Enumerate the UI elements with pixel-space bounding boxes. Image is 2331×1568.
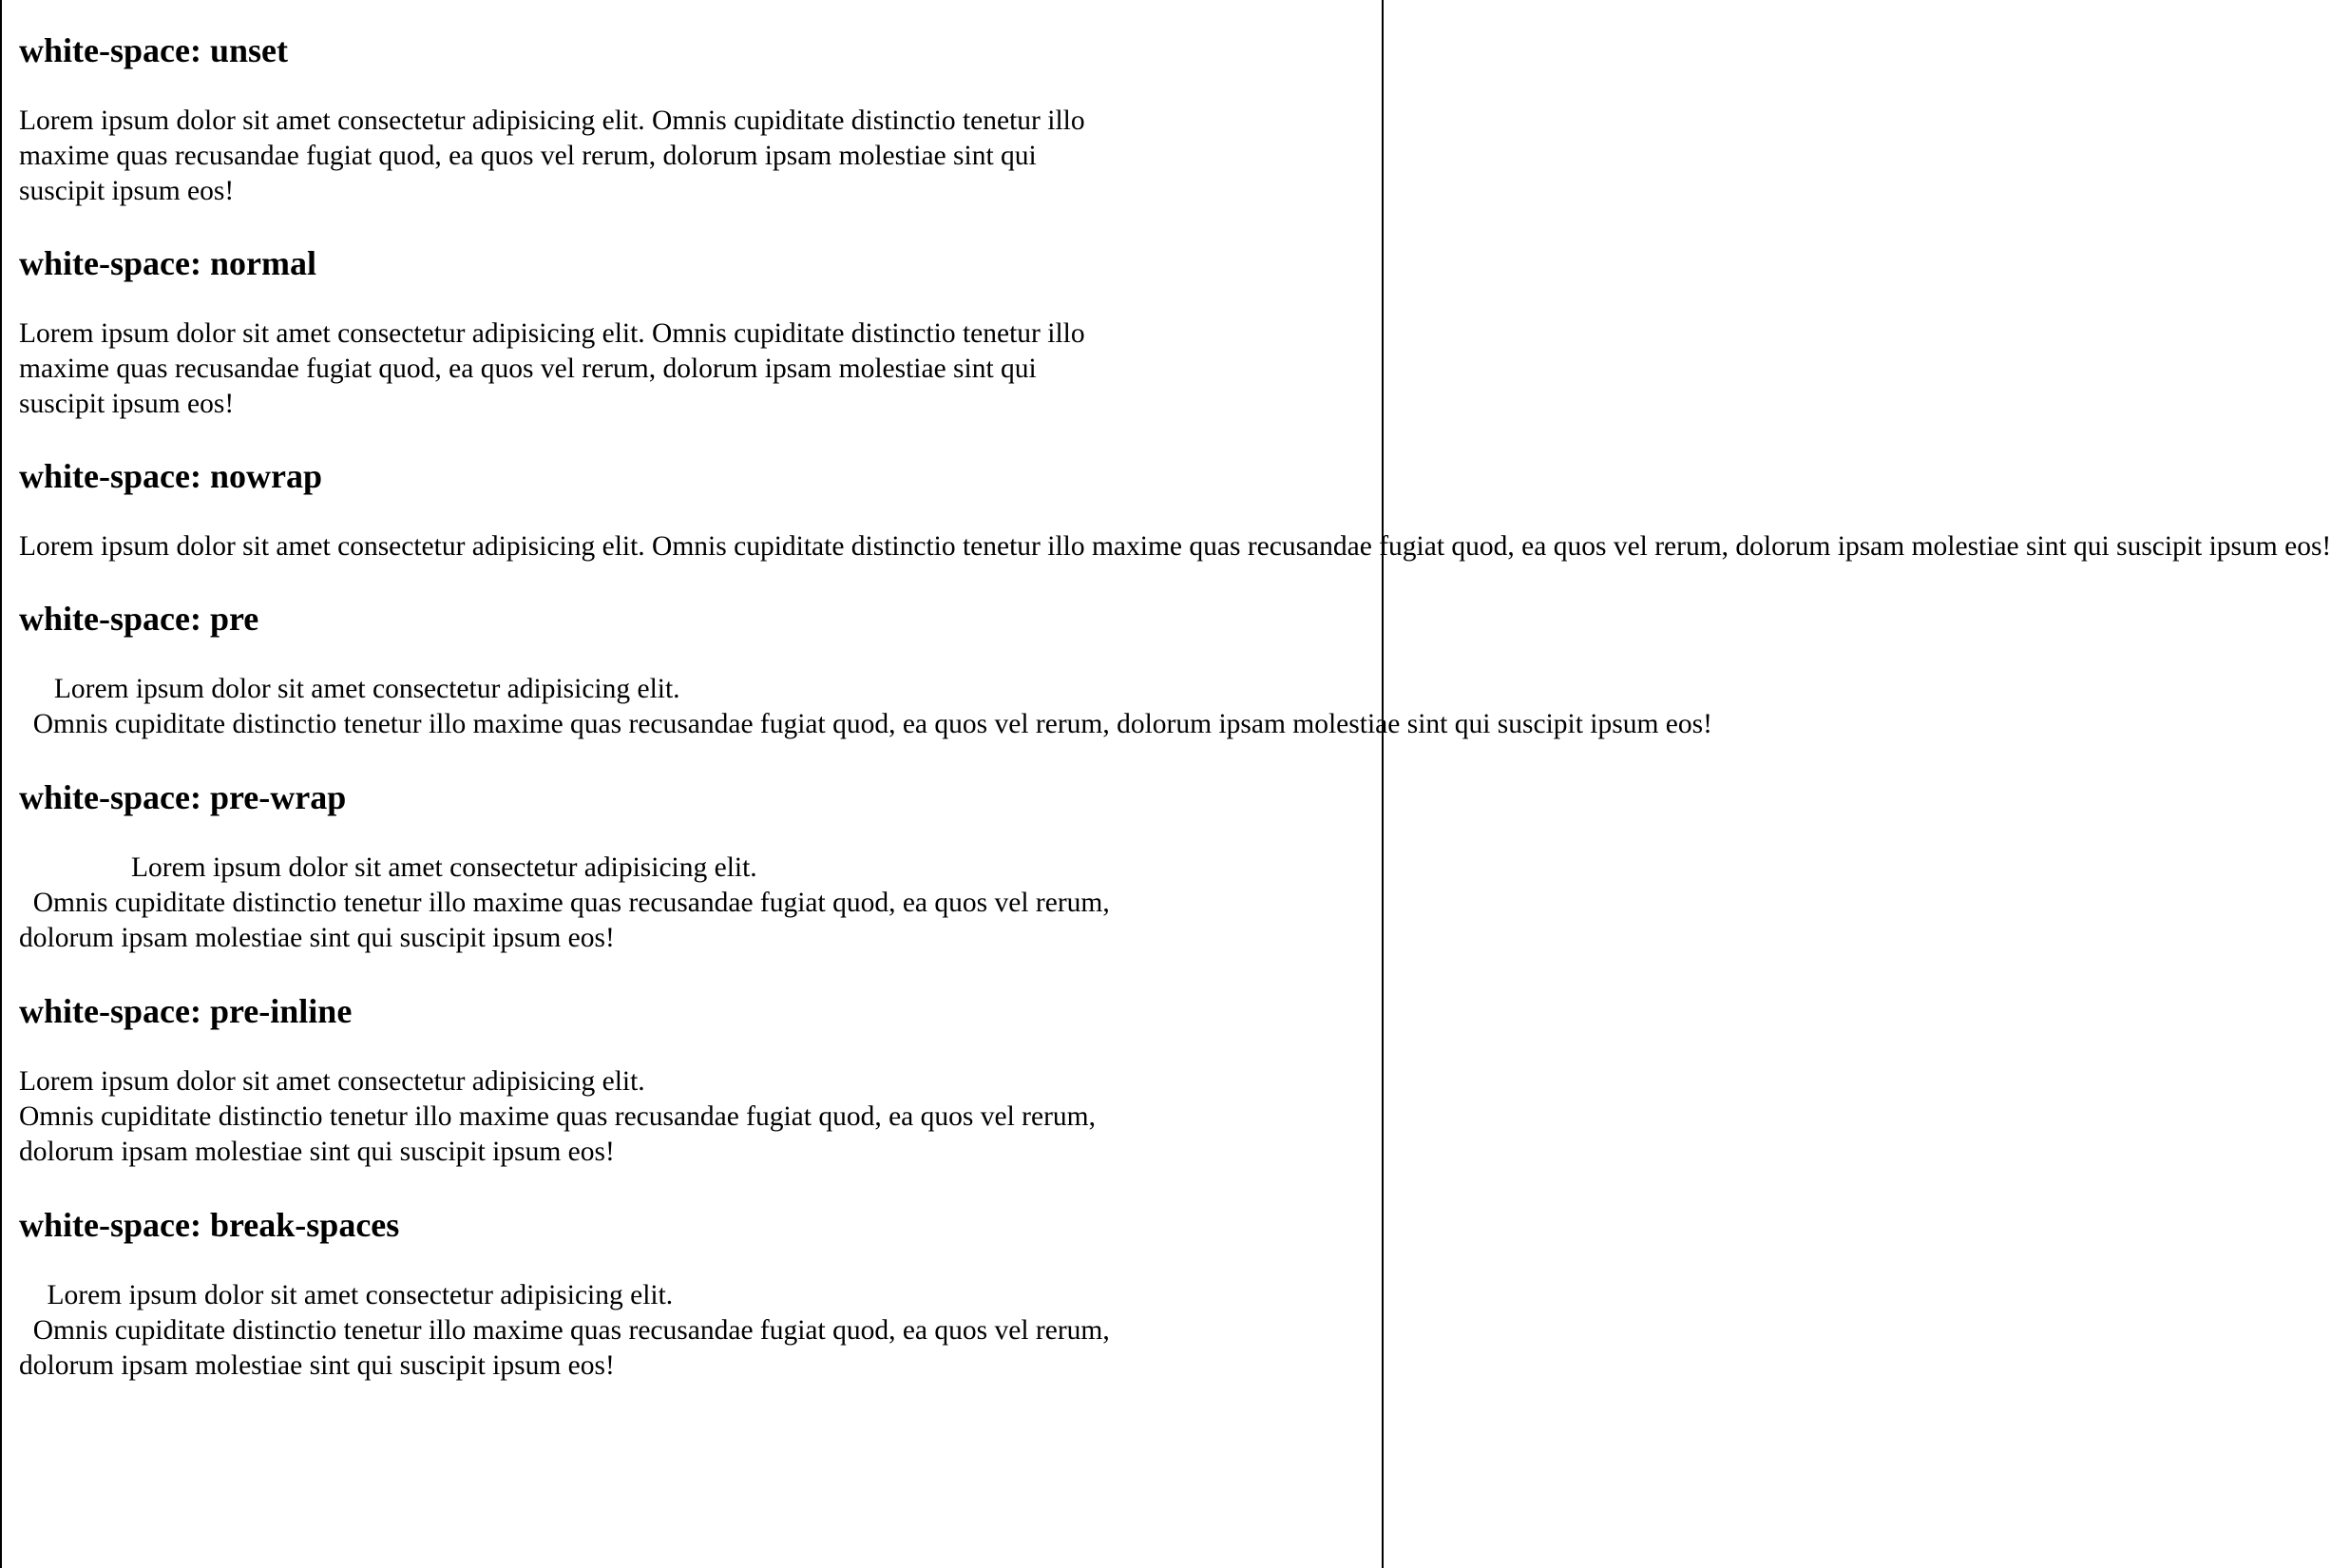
section-text: Lorem ipsum dolor sit amet consectetur adipisicing elit. Omnis cupiditate distinctio tenetur illo maxime quas recusandae fugiat quod, ea quos vel rerum, dolorum ipsam molestiae sint qui suscipit ipsum eos! — [19, 852, 1110, 953]
page-content — [19, 0, 2331, 1384]
section-text: Lorem ipsum dolor sit amet consectetur adipisicing elit. Omnis cupiditate distinctio tenetur illo maxime quas recusandae fugiat quod, ea quos vel rerum, dolorum ipsam molestiae sint qui suscipit ipsum eos! — [19, 1280, 1110, 1381]
section-text: Lorem ipsum dolor sit amet consectetur adipisicing elit. Omnis cupiditate distinctio tenetur illo maxime quas recusandae fugiat quod, ea quos vel rerum, dolorum ipsam molestiae sint qui suscipit ipsum eos! — [19, 531, 2331, 562]
section-text: Lorem ipsum dolor sit amet consectetur adipisicing elit. Omnis cupiditate distinctio tenetur illo maxime quas recusandae fugiat quod, ea quos vel rerum, dolorum ipsam molestiae sint qui suscipit ipsum eos! — [19, 105, 1085, 206]
section-heading: white-space: nowrap — [19, 457, 322, 495]
section-pre — [19, 600, 1712, 742]
section-heading: white-space: pre-wrap — [19, 778, 347, 816]
section-nowrap — [19, 457, 2331, 564]
section-heading: white-space: break-spaces — [19, 1206, 400, 1244]
section-pre-wrap — [19, 780, 1129, 956]
section-normal — [19, 246, 1129, 422]
section-pre-inline — [19, 994, 1129, 1170]
section-break-spaces — [19, 1208, 1129, 1384]
section-unset — [19, 33, 1129, 209]
section-heading: white-space: unset — [19, 31, 288, 69]
section-heading: white-space: normal — [19, 244, 316, 282]
section-heading: white-space: pre-inline — [19, 992, 353, 1030]
section-heading: white-space: pre — [19, 600, 259, 638]
section-text: Lorem ipsum dolor sit amet consectetur adipisicing elit. Omnis cupiditate distinctio tenetur illo maxime quas recusandae fugiat quod, ea quos vel rerum, dolorum ipsam molestiae sint qui suscipit ipsum eos! — [32, 674, 1712, 739]
section-text: Lorem ipsum dolor sit amet consectetur adipisicing elit. Omnis cupiditate distinctio tenetur illo maxime quas recusandae fugiat quod, ea quos vel rerum, dolorum ipsam molestiae sint qui suscipit ipsum eos! — [19, 318, 1085, 419]
section-text: Lorem ipsum dolor sit amet consectetur adipisicing elit. Omnis cupiditate distinctio tenetur illo maxime quas recusandae fugiat quod, ea quos vel rerum, dolorum ipsam molestiae sint qui suscipit ipsum eos! — [19, 1066, 1096, 1167]
